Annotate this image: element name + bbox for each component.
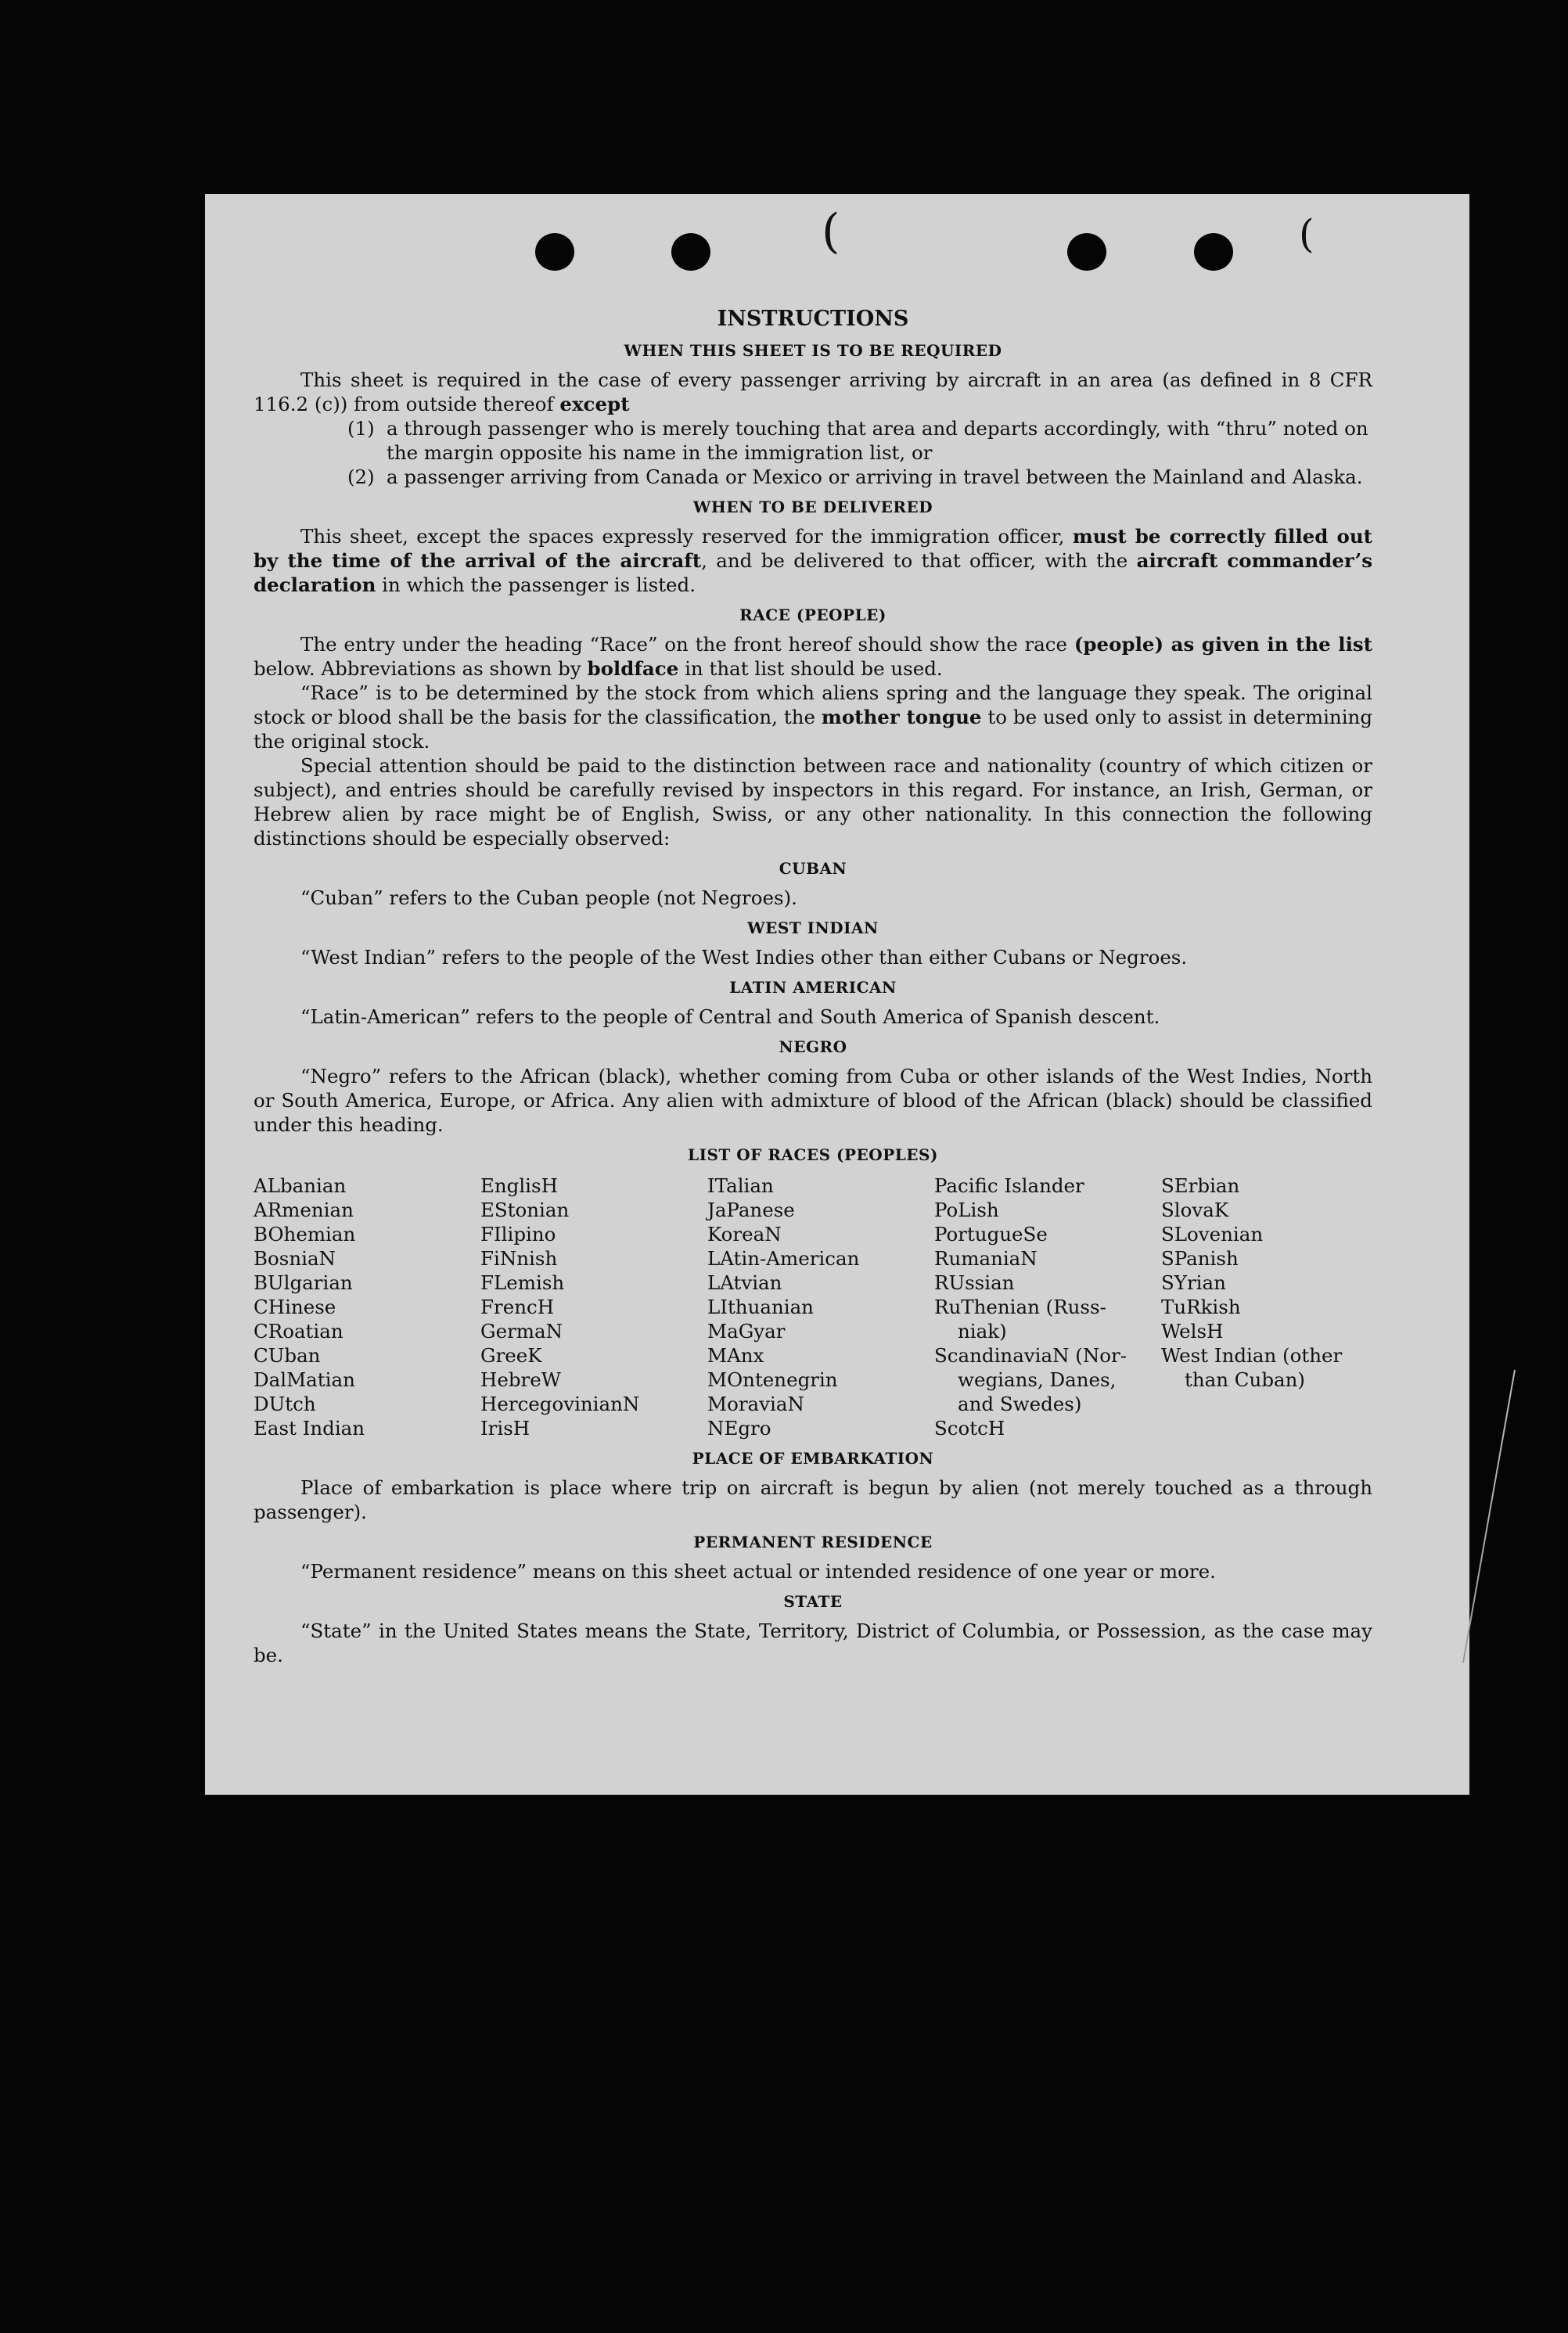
list-item bbox=[347, 465, 1372, 489]
margin-line bbox=[1462, 1370, 1516, 1663]
race-entry: FiNnish bbox=[480, 1247, 558, 1270]
race-entry: LAtvian bbox=[707, 1271, 782, 1294]
race-entry: RuThenian (Russ- bbox=[934, 1296, 1106, 1318]
races-column bbox=[707, 1174, 919, 1440]
race-paragraph-2 bbox=[254, 681, 1372, 753]
cuban-paragraph: “Cuban” refers to the Cuban people (not Negroes). bbox=[300, 886, 797, 909]
race-entry: ITalian bbox=[707, 1174, 774, 1197]
race-entry: SLovenian bbox=[1161, 1223, 1264, 1246]
section-heading: PERMANENT RESIDENCE bbox=[693, 1533, 933, 1551]
required-paragraph bbox=[254, 368, 1372, 416]
race-entry: LAtin-American bbox=[707, 1247, 860, 1270]
section-heading: WEST INDIAN bbox=[747, 918, 879, 937]
race-paragraph-1 bbox=[254, 632, 1372, 681]
paragraph-text: to be used only to assist in determining the original stock. bbox=[254, 706, 1373, 753]
race-entry: PoLish bbox=[934, 1199, 999, 1221]
races-column bbox=[934, 1174, 1145, 1440]
pen-mark: ( bbox=[1299, 211, 1314, 257]
item-number: (1) bbox=[347, 417, 375, 440]
race-entry: than Cuban) bbox=[1185, 1368, 1305, 1391]
punch-hole bbox=[1067, 233, 1106, 271]
races-column bbox=[1161, 1174, 1372, 1440]
race-paragraph-3: Special attention should be paid to the distinction between race and nationality (country of which citizen or subject), and entries should be carefully revised by inspectors in this regard. For instance, an Irish, German, or Hebrew alien by race might be of English, Swiss, or any other nationality. In this connection the following distinctions should be especially observed: bbox=[254, 754, 1372, 850]
bold-text: aircraft commander’s declaration bbox=[254, 549, 1372, 596]
race-entry: GreeK bbox=[480, 1344, 542, 1367]
race-entry: KoreaN bbox=[707, 1223, 782, 1246]
race-entry: DUtch bbox=[254, 1393, 316, 1415]
latin-american-paragraph: “Latin-American” refers to the people of Central and South America of Spanish descent. bbox=[300, 1005, 1160, 1028]
west-indian-paragraph: “West Indian” refers to the people of the West Indies other than either Cubans or Negroes. bbox=[300, 946, 1188, 969]
list-item bbox=[347, 416, 1372, 465]
page-title: INSTRUCTIONS bbox=[717, 307, 909, 331]
races-list bbox=[254, 1174, 1372, 1440]
bold-text: mother tongue bbox=[821, 706, 982, 728]
race-entry: RUssian bbox=[934, 1271, 1015, 1294]
race-entry: FrencH bbox=[480, 1296, 555, 1318]
race-entry: SYrian bbox=[1161, 1271, 1226, 1294]
paragraph-text: “Race” is to be determined by the stock from which aliens spring and the language they speak. The original stock or blood shall be the basis for the classification, the bbox=[254, 681, 1372, 728]
race-entry: NEgro bbox=[707, 1417, 771, 1440]
paragraph-text: below. Abbreviations as shown by bbox=[254, 657, 588, 680]
item-text: a passenger arriving from Canada or Mexico or arriving in travel between the Mainland and Alaska. bbox=[387, 466, 1363, 488]
punch-hole bbox=[535, 233, 574, 271]
race-entry: GermaN bbox=[480, 1320, 563, 1343]
race-entry: LIthuanian bbox=[707, 1296, 814, 1318]
race-entry: wegians, Danes, bbox=[958, 1368, 1117, 1391]
race-entry: ScotcH bbox=[934, 1417, 1005, 1440]
race-entry: Pacific Islander bbox=[934, 1174, 1084, 1197]
race-entry: HercegovinianN bbox=[480, 1393, 640, 1415]
bold-text: (people) as given in the list bbox=[1074, 633, 1372, 656]
race-entry: FLemish bbox=[480, 1271, 565, 1294]
section-heading: LATIN AMERICAN bbox=[729, 978, 897, 997]
race-entry: West Indian (other bbox=[1161, 1344, 1343, 1367]
section-heading: LIST OF RACES (PEOPLES) bbox=[688, 1145, 938, 1164]
pen-mark: ( bbox=[822, 204, 840, 259]
race-entry: EnglisH bbox=[480, 1174, 558, 1197]
race-entry: SlovaK bbox=[1161, 1199, 1229, 1221]
race-entry: SErbian bbox=[1161, 1174, 1240, 1197]
race-entry: MoraviaN bbox=[707, 1393, 804, 1415]
race-entry: CRoatian bbox=[254, 1320, 343, 1343]
race-entry: PortugueSe bbox=[934, 1223, 1048, 1246]
race-entry: BosniaN bbox=[254, 1247, 336, 1270]
item-text: a through passenger who is merely touching that area and departs accordingly, with “thru” noted on the margin opposite his name in the immigration list, or bbox=[387, 417, 1368, 464]
race-entry: ARmenian bbox=[254, 1199, 354, 1221]
paragraph-text: , and be delivered to that officer, with the bbox=[701, 549, 1137, 572]
race-entry: niak) bbox=[958, 1320, 1007, 1343]
races-column bbox=[254, 1174, 465, 1440]
section-heading: NEGRO bbox=[779, 1037, 847, 1056]
race-entry: RumaniaN bbox=[934, 1247, 1038, 1270]
negro-paragraph: “Negro” refers to the African (black), whether coming from Cuba or other islands of the West Indies, North or South America, Europe, or Africa. Any alien with admixture of blood of the African (black) should be classified under this heading. bbox=[254, 1065, 1372, 1136]
race-entry: ScandinaviaN (Nor- bbox=[934, 1344, 1127, 1367]
race-entry: East Indian bbox=[254, 1417, 365, 1440]
section-heading: CUBAN bbox=[779, 859, 847, 878]
race-entry: HebreW bbox=[480, 1368, 561, 1391]
residence-paragraph: “Permanent residence” means on this sheet actual or intended residence of one year or more. bbox=[300, 1560, 1216, 1583]
race-entry: BUlgarian bbox=[254, 1271, 353, 1294]
bold-text: except bbox=[559, 393, 630, 415]
exception-list bbox=[254, 416, 1372, 489]
paragraph-text: in which the passenger is listed. bbox=[376, 573, 696, 596]
item-number: (2) bbox=[347, 466, 375, 488]
race-entry: DalMatian bbox=[254, 1368, 355, 1391]
race-entry: FIlipino bbox=[480, 1223, 556, 1246]
section-heading: STATE bbox=[783, 1592, 843, 1611]
section-heading: WHEN TO BE DELIVERED bbox=[692, 498, 933, 516]
paragraph-text: The entry under the heading “Race” on the front hereof should show the race bbox=[300, 633, 1074, 656]
state-paragraph: “State” in the United States means the State, Territory, District of Columbia, or Possession, as the case may be. bbox=[254, 1619, 1372, 1666]
race-entry: SPanish bbox=[1161, 1247, 1239, 1270]
race-entry: BOhemian bbox=[254, 1223, 356, 1246]
race-entry: TuRkish bbox=[1161, 1296, 1241, 1318]
section-heading: PLACE OF EMBARKATION bbox=[692, 1449, 934, 1468]
race-entry: IrisH bbox=[480, 1417, 530, 1440]
section-heading: WHEN THIS SHEET IS TO BE REQUIRED bbox=[624, 341, 1002, 360]
race-entry: CUban bbox=[254, 1344, 321, 1367]
punch-hole bbox=[1194, 233, 1233, 271]
race-entry: JaPanese bbox=[707, 1199, 795, 1221]
document-sheet bbox=[205, 194, 1469, 1795]
paragraph-text: This sheet, except the spaces expressly reserved for the immigration officer, bbox=[300, 525, 1073, 548]
instructions-content bbox=[254, 307, 1372, 1667]
race-entry: MOntenegrin bbox=[707, 1368, 838, 1391]
section-heading: RACE (PEOPLE) bbox=[739, 606, 886, 624]
race-entry: WelsH bbox=[1161, 1320, 1224, 1343]
race-entry: CHinese bbox=[254, 1296, 336, 1318]
bold-text: boldface bbox=[587, 657, 679, 680]
embarkation-paragraph: Place of embarkation is place where trip on aircraft is begun by alien (not merely touched as a through passenger). bbox=[254, 1476, 1372, 1523]
paragraph-text: This sheet is required in the case of every passenger arriving by aircraft in an area (as defined in 8 CFR 116.2 (c)) from outside thereof bbox=[254, 368, 1372, 415]
race-entry: MAnx bbox=[707, 1344, 764, 1367]
race-entry: EStonian bbox=[480, 1199, 570, 1221]
punch-hole bbox=[671, 233, 710, 271]
delivered-paragraph bbox=[254, 524, 1372, 597]
bold-text: must be correctly filled out by the time of the arrival of the aircraft bbox=[254, 525, 1372, 572]
paragraph-text: in that list should be used. bbox=[678, 657, 943, 680]
race-entry: MaGyar bbox=[707, 1320, 786, 1343]
race-entry: and Swedes) bbox=[958, 1393, 1082, 1415]
race-entry: ALbanian bbox=[254, 1174, 347, 1197]
races-column bbox=[480, 1174, 692, 1440]
